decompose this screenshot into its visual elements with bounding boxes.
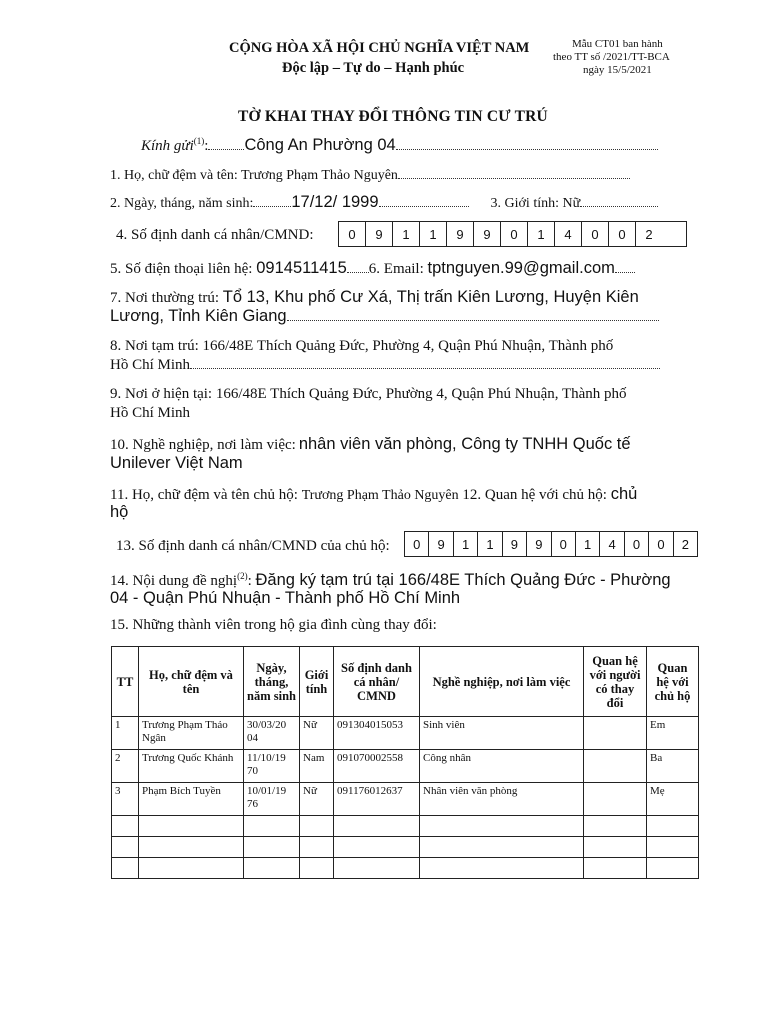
dob-gender-line: [110, 193, 658, 212]
request-separator: :: [247, 573, 256, 589]
head-name-value[interactable]: Trương Phạm Thảo Nguyên: [301, 488, 459, 503]
table-cell[interactable]: 091070002558: [334, 750, 420, 783]
digit-cell[interactable]: 0: [551, 532, 575, 556]
table-cell[interactable]: [420, 837, 584, 858]
table-cell[interactable]: 11/10/19 70: [244, 750, 300, 783]
table-cell[interactable]: [584, 717, 647, 750]
full-name-value[interactable]: Trương Phạm Thảo Nguyên: [240, 168, 398, 183]
current-label: 9. Nơi ở hiện tại:: [110, 386, 216, 402]
table-cell[interactable]: [584, 858, 647, 879]
digit-cell[interactable]: 2: [673, 532, 697, 556]
table-cell[interactable]: [647, 816, 699, 837]
id-digit-boxes[interactable]: [338, 221, 687, 247]
digit-cell[interactable]: 0: [581, 222, 608, 246]
permanent-label: 7. Nơi thường trú:: [110, 290, 223, 306]
permanent-value-1[interactable]: Tổ 13, Khu phố Cư Xá, Thị trấn Kiên Lương, Huyện Kiên: [222, 288, 639, 306]
dotted-leader: [208, 137, 244, 150]
table-cell[interactable]: 2: [112, 750, 139, 783]
recipient-line: [141, 136, 658, 155]
table-cell[interactable]: [420, 816, 584, 837]
header-cell: Họ, chữ đệm và tên: [139, 647, 244, 717]
dotted-leader: [396, 137, 658, 150]
dotted-leader: [287, 308, 659, 321]
table-cell[interactable]: 091304015053: [334, 717, 420, 750]
relation-label: 12. Quan hệ với chủ hộ:: [458, 487, 611, 503]
table-row: [112, 783, 699, 816]
table-cell[interactable]: [112, 837, 139, 858]
dob-value[interactable]: 17/12/ 1999: [291, 193, 379, 211]
head-name-label: 11. Họ, chữ đệm và tên chủ hộ:: [110, 487, 302, 503]
table-cell[interactable]: Sinh viên: [420, 717, 584, 750]
digit-cell[interactable]: 1: [477, 532, 501, 556]
dotted-leader: [580, 194, 658, 207]
digit-cell[interactable]: 0: [648, 532, 672, 556]
relation-value-2[interactable]: hộ: [110, 503, 129, 521]
table-cell[interactable]: [584, 816, 647, 837]
table-row: [112, 837, 699, 858]
digit-cell[interactable]: 0: [608, 222, 635, 246]
full-name-line: [110, 166, 630, 184]
temporary-value-2[interactable]: Hồ Chí Minh: [110, 357, 191, 373]
job-value-2[interactable]: Unilever Việt Nam: [110, 454, 243, 472]
digit-cell[interactable]: 0: [348, 226, 356, 242]
table-cell[interactable]: [139, 816, 244, 837]
table-cell[interactable]: [244, 816, 300, 837]
digit-cell[interactable]: 9: [365, 222, 392, 246]
table-cell[interactable]: [647, 837, 699, 858]
form-reference: theo TT số /2021/TT-BCA: [553, 51, 670, 63]
contact-line: [110, 259, 635, 278]
table-cell[interactable]: [244, 858, 300, 879]
table-cell[interactable]: [300, 816, 334, 837]
request-value-1[interactable]: Đăng ký tạm trú tại 166/48E Thích Quảng Đức - Phường: [255, 571, 671, 589]
members-table-body: [112, 717, 699, 879]
digit-cell[interactable]: 1: [453, 532, 477, 556]
phone-value[interactable]: 0914511415: [256, 259, 347, 277]
digit-cell[interactable]: 1: [392, 222, 419, 246]
permanent-value-2[interactable]: Lương, Tỉnh Kiên Giang: [110, 307, 287, 325]
digit-cell[interactable]: 1: [527, 222, 554, 246]
request-value-2[interactable]: 04 - Quận Phú Nhuận - Thành phố Hồ Chí Minh: [110, 589, 461, 607]
digit-cell[interactable]: 1: [575, 532, 599, 556]
table-cell[interactable]: [584, 783, 647, 816]
temporary-line-2: [110, 356, 660, 374]
permanent-line-2: [110, 307, 659, 326]
header-cell: Giới tính: [300, 647, 334, 717]
temporary-line-1: [110, 338, 613, 355]
head-line-1: [110, 485, 637, 504]
header-cell: Số định danh cá nhân/ CMND: [334, 647, 420, 717]
table-cell[interactable]: 3: [112, 783, 139, 816]
table-cell[interactable]: Nhân viên văn phòng: [420, 783, 584, 816]
table-cell[interactable]: [334, 837, 420, 858]
header-cell: Quan hệ với chủ hộ: [647, 647, 699, 717]
job-line-2: [110, 454, 243, 473]
table-cell[interactable]: Công nhân: [420, 750, 584, 783]
recipient-label: Kính gửi: [141, 138, 194, 154]
dotted-leader: [190, 356, 660, 369]
header-cell: TT: [112, 647, 139, 717]
table-cell[interactable]: [647, 858, 699, 879]
table-cell[interactable]: [584, 750, 647, 783]
header-cell: Quan hệ với người có thay đổi: [584, 647, 647, 717]
digit-cell[interactable]: 9: [428, 532, 452, 556]
request-line-1: [110, 571, 671, 590]
table-cell[interactable]: [112, 816, 139, 837]
members-header-row: [112, 647, 699, 717]
request-line-2: [110, 589, 460, 608]
dotted-leader: [379, 194, 469, 207]
dotted-leader: [398, 166, 630, 179]
table-cell[interactable]: 1: [112, 717, 139, 750]
head-id-label: 13. Số định danh cá nhân/CMND của chủ hộ:: [116, 538, 390, 554]
table-cell[interactable]: Phạm Bích Tuyền: [139, 783, 244, 816]
table-cell[interactable]: 10/01/19 76: [244, 783, 300, 816]
table-cell[interactable]: Trương Quốc Khánh: [139, 750, 244, 783]
country-heading: CỘNG HÒA XÃ HỘI CHỦ NGHĨA VIỆT NAM: [229, 40, 530, 56]
digit-cell[interactable]: 0: [624, 532, 648, 556]
permanent-line-1: [110, 288, 639, 307]
motto-heading: Độc lập – Tự do – Hạnh phúc: [282, 60, 465, 76]
digit-cell[interactable]: 9: [446, 222, 473, 246]
current-line-2: [110, 405, 190, 422]
form-title: TỜ KHAI THAY ĐỔI THÔNG TIN CƯ TRÚ: [238, 108, 548, 125]
head-id-digit-boxes[interactable]: [404, 531, 698, 557]
table-cell[interactable]: 30/03/20 04: [244, 717, 300, 750]
dotted-leader: [615, 260, 635, 273]
gender-value[interactable]: Nữ: [562, 196, 581, 211]
table-cell[interactable]: [139, 837, 244, 858]
dotted-leader: [347, 260, 369, 273]
table-cell[interactable]: [334, 858, 420, 879]
members-label: 15. Những thành viên trong hộ gia đình cùng thay đổi:: [110, 617, 437, 633]
recipient-separator: :: [204, 138, 209, 154]
table-cell[interactable]: Nữ: [300, 783, 334, 816]
table-cell[interactable]: [300, 858, 334, 879]
table-cell[interactable]: [139, 858, 244, 879]
relation-value-1[interactable]: chủ: [610, 485, 638, 503]
header-cell: Ngày, tháng, năm sinh: [244, 647, 300, 717]
recipient-value[interactable]: Công An Phường 04: [244, 136, 396, 154]
digit-cell[interactable]: 9: [502, 532, 526, 556]
table-cell[interactable]: [300, 837, 334, 858]
digit-cell[interactable]: 9: [473, 222, 500, 246]
digit-cell[interactable]: 4: [554, 222, 581, 246]
table-cell[interactable]: [112, 858, 139, 879]
digit-cell[interactable]: 0: [413, 536, 421, 552]
job-value-1[interactable]: nhân viên văn phòng, Công ty TNHH Quốc tế: [298, 435, 631, 453]
table-cell[interactable]: [420, 858, 584, 879]
job-label: 10. Nghề nghiệp, nơi làm việc:: [110, 437, 296, 453]
table-cell[interactable]: [584, 837, 647, 858]
dotted-leader: [253, 194, 291, 207]
gender-label: 3. Giới tính:: [490, 196, 563, 211]
current-value-2[interactable]: Hồ Chí Minh: [110, 405, 191, 421]
job-line-1: [110, 435, 631, 454]
email-value[interactable]: tptnguyen.99@gmail.com: [427, 259, 615, 277]
table-row: [112, 816, 699, 837]
header-cell: Nghề nghiệp, nơi làm việc: [420, 647, 584, 717]
email-label: 6. Email:: [368, 261, 428, 277]
table-cell[interactable]: Nữ: [300, 717, 334, 750]
table-cell[interactable]: [334, 816, 420, 837]
current-line-1: [110, 386, 627, 403]
head-line-2: [110, 503, 128, 522]
request-label: 14. Nội dung đề nghị: [110, 573, 238, 589]
table-cell[interactable]: Nam: [300, 750, 334, 783]
id-label: 4. Số định danh cá nhân/CMND:: [116, 227, 314, 243]
recipient-note: (1): [193, 136, 205, 146]
request-note: (2): [237, 571, 248, 581]
current-value-1[interactable]: 166/48E Thích Quảng Đức, Phường 4, Quận Phú Nhuận, Thành phố: [215, 386, 627, 402]
temporary-label: 8. Nơi tạm trú:: [110, 338, 203, 354]
table-row: [112, 750, 699, 783]
table-cell[interactable]: Trương Phạm Thảo Ngân: [139, 717, 244, 750]
table-row: [112, 717, 699, 750]
digit-cell[interactable]: 1: [419, 222, 446, 246]
table-cell[interactable]: [244, 837, 300, 858]
table-cell[interactable]: Ba: [647, 750, 699, 783]
form-date: ngày 15/5/2021: [583, 64, 652, 76]
digit-cell[interactable]: 9: [526, 532, 550, 556]
digit-cell[interactable]: 2: [635, 222, 662, 246]
members-table: [111, 646, 699, 879]
table-cell[interactable]: Mẹ: [647, 783, 699, 816]
table-cell[interactable]: Em: [647, 717, 699, 750]
digit-cell[interactable]: 4: [599, 532, 623, 556]
dob-label: 2. Ngày, tháng, năm sinh:: [110, 196, 254, 211]
temporary-value-1[interactable]: 166/48E Thích Quảng Đức, Phường 4, Quận Phú Nhuận, Thành phố: [202, 338, 614, 354]
table-cell[interactable]: 091176012637: [334, 783, 420, 816]
digit-cell[interactable]: 0: [500, 222, 527, 246]
form-code: Mẫu CT01 ban hành: [572, 38, 663, 50]
phone-label: 5. Số điện thoại liên hệ:: [110, 261, 257, 277]
table-row: [112, 858, 699, 879]
full-name-label: 1. Họ, chữ đệm và tên:: [110, 168, 241, 183]
